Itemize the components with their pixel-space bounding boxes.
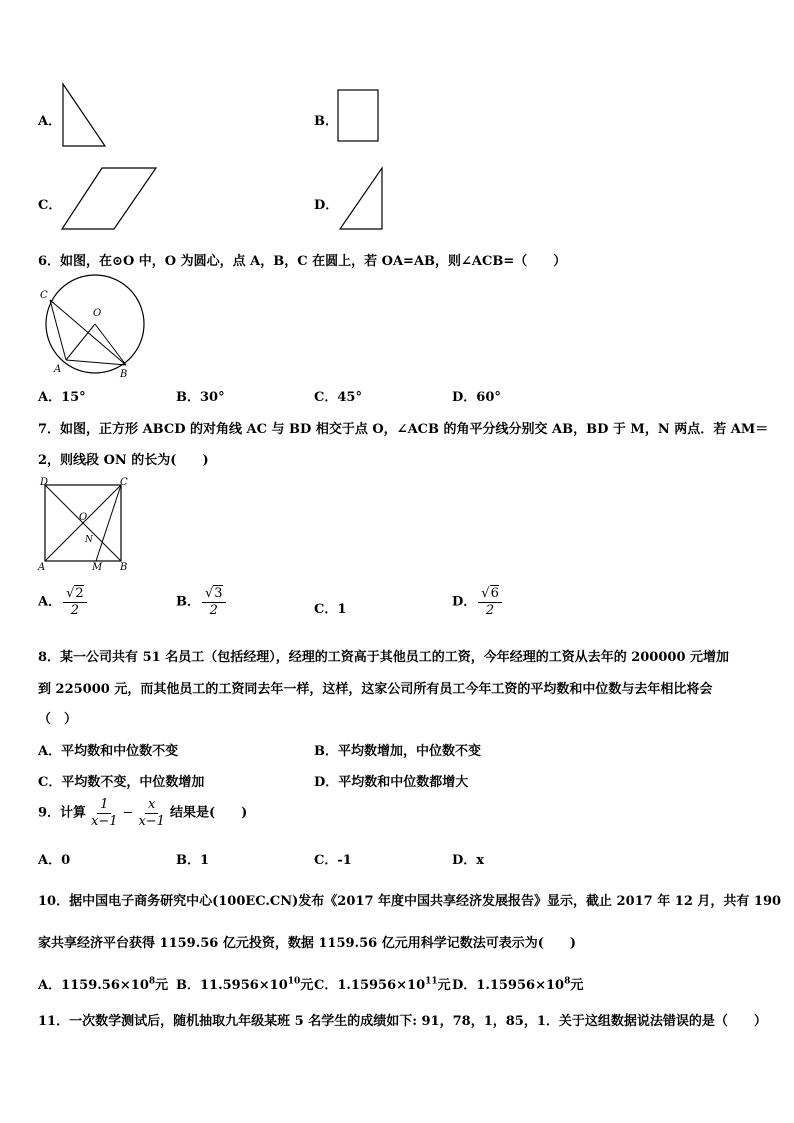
q10-option-a-exponent: 8	[148, 976, 156, 987]
q9-minus: −	[122, 805, 134, 821]
q10-option-a-base: A．1159.56×10	[38, 978, 149, 993]
q10-option-b-base: B．11.5956×10	[176, 978, 288, 993]
q10-option-d	[452, 974, 583, 993]
q7-option-b-fraction: $\frac{√3}{2}$	[202, 586, 226, 619]
q7-label-o: O	[79, 512, 88, 523]
q7-stem-line1: 7．如图，正方形 ABCD 的对角线 AC 与 BD 相交于点 O，∠ACB 的角平分线分别交 AB，BD 于 M，N 两点．若 AM＝	[38, 422, 769, 437]
q10-option-d-exponent: 8	[564, 976, 571, 987]
q9-prefix: 9．计算	[38, 805, 87, 821]
q7-option-b-label: B．	[176, 594, 200, 610]
q7-label-m: M	[92, 562, 103, 572]
q10-option-b-unit: 元	[300, 978, 314, 993]
q10-option-c-exponent: 11	[425, 976, 438, 987]
q10-option-b	[176, 974, 313, 993]
q7-option-d-label: D．	[452, 594, 477, 610]
q10-option-a	[38, 974, 168, 993]
q7-option-b	[176, 586, 228, 619]
q7-option-a-fraction: $\frac{√2}{2}$	[63, 586, 87, 619]
q6-option-b: B．30°	[176, 390, 225, 405]
q7-option-a-radicand: 2	[75, 586, 84, 601]
q7-stem-line2: 2，则线段 ON 的长为( )	[38, 453, 209, 468]
q8-stem-line1: 8．某一公司共有 51 名员工（包括经理），经理的工资高于其他员工的工资，今年经理的工资从去年的 200000 元增加	[38, 650, 730, 665]
q5-option-d-right-triangle	[338, 166, 386, 232]
q5-option-c-label: C．	[38, 198, 62, 213]
q7-label-n: N	[85, 535, 93, 545]
q6-option-c: C．45°	[314, 390, 362, 405]
q6-label-a: A	[54, 364, 62, 375]
q7-option-c: C．1	[314, 602, 347, 617]
q7-square-diagram	[36, 476, 136, 572]
q7-option-a	[38, 586, 89, 619]
q7-option-d-denominator: 2	[485, 603, 495, 618]
q6-option-d: D．60°	[452, 390, 501, 405]
q7-label-d: D	[40, 477, 49, 488]
q10-option-a-unit: 元	[155, 978, 169, 993]
q7-option-b-denominator: 2	[209, 603, 218, 618]
q8-option-c: C．平均数不变，中位数增加	[38, 775, 205, 790]
q10-option-c-unit: 元	[437, 978, 451, 993]
q7-label-c: C	[120, 477, 128, 488]
q9-option-a: A．0	[38, 853, 71, 868]
q10-option-c	[314, 974, 451, 993]
q9-option-d: D．x	[452, 853, 485, 868]
q9-suffix: 结果是( )	[169, 805, 248, 821]
q8-option-d: D．平均数和中位数都增大	[314, 775, 469, 790]
q7-option-a-label: A．	[38, 594, 62, 610]
q7-option-d-radicand: 6	[490, 586, 499, 601]
q6-label-o: O	[93, 308, 102, 319]
q8-option-b: B．平均数增加，中位数不变	[314, 744, 481, 759]
q6-label-c: C	[40, 290, 48, 301]
q6-option-a: A．15°	[38, 390, 86, 405]
q8-stem-line2: 到 225000 元，而其他员工的工资同去年一样，这样，这家公司所有员工今年工资的平均数和中位数与去年相比将会	[38, 682, 713, 697]
q9-option-c: C．-1	[314, 853, 352, 868]
q5-option-b-label: B．	[314, 114, 338, 129]
q9-f2-numerator: x	[145, 797, 158, 814]
q5-option-a-right-triangle	[60, 82, 108, 150]
q7-option-d-fraction: $\frac{√6}{2}$	[478, 586, 502, 619]
q9-f1-numerator: 1	[97, 797, 111, 814]
q6-circle-diagram	[38, 274, 148, 380]
q10-option-b-exponent: 10	[287, 976, 301, 987]
q9-option-b: B．1	[176, 853, 210, 868]
q5-option-c-parallelogram	[60, 166, 160, 232]
q5-option-b-rectangle	[336, 88, 380, 144]
q5-option-d-label: D．	[314, 198, 339, 213]
q10-option-d-base: D．1.15956×10	[452, 978, 565, 993]
q9-stem	[38, 797, 247, 830]
q10-stem-line1: 10．据中国电子商务研究中心(100EC.CN)发布《2017 年度中国共享经济发展报告》显示，截止 2017 年 12 月，共有 190	[38, 894, 782, 909]
q8-option-a: A．平均数和中位数不变	[38, 744, 179, 759]
q5-option-a-label: A．	[38, 114, 62, 129]
q10-stem-line2: 家共享经济平台获得 1159.56 亿元投资，数据 1159.56 亿元用科学记数法可表示为( )	[38, 936, 577, 951]
q9-fraction-1	[88, 797, 121, 830]
q7-option-a-denominator: 2	[70, 603, 80, 618]
q9-f2-denominator: x−1	[138, 814, 165, 829]
q7-label-a: A	[38, 562, 46, 572]
q9-fraction-2	[135, 797, 168, 830]
q10-option-c-base: C．1.15956×10	[314, 978, 426, 993]
q7-label-b: B	[120, 562, 128, 572]
q6-stem: 6．如图，在⊙O 中，O 为圆心，点 A，B，C 在圆上，若 OA=AB，则∠ACB=（ ）	[38, 254, 567, 269]
q7-option-b-radicand: 3	[214, 586, 223, 601]
q10-option-d-unit: 元	[570, 978, 584, 993]
q8-stem-line3: （ ）	[38, 712, 78, 727]
q6-label-b: B	[120, 369, 128, 380]
q7-option-d	[452, 586, 504, 619]
q9-f1-denominator: x−1	[91, 814, 118, 829]
q11-stem: 11．一次数学测试后，随机抽取九年级某班 5 名学生的成绩如下: 91，78，1，85，1．关于这组数据说法错误的是（ ）	[38, 1014, 767, 1029]
